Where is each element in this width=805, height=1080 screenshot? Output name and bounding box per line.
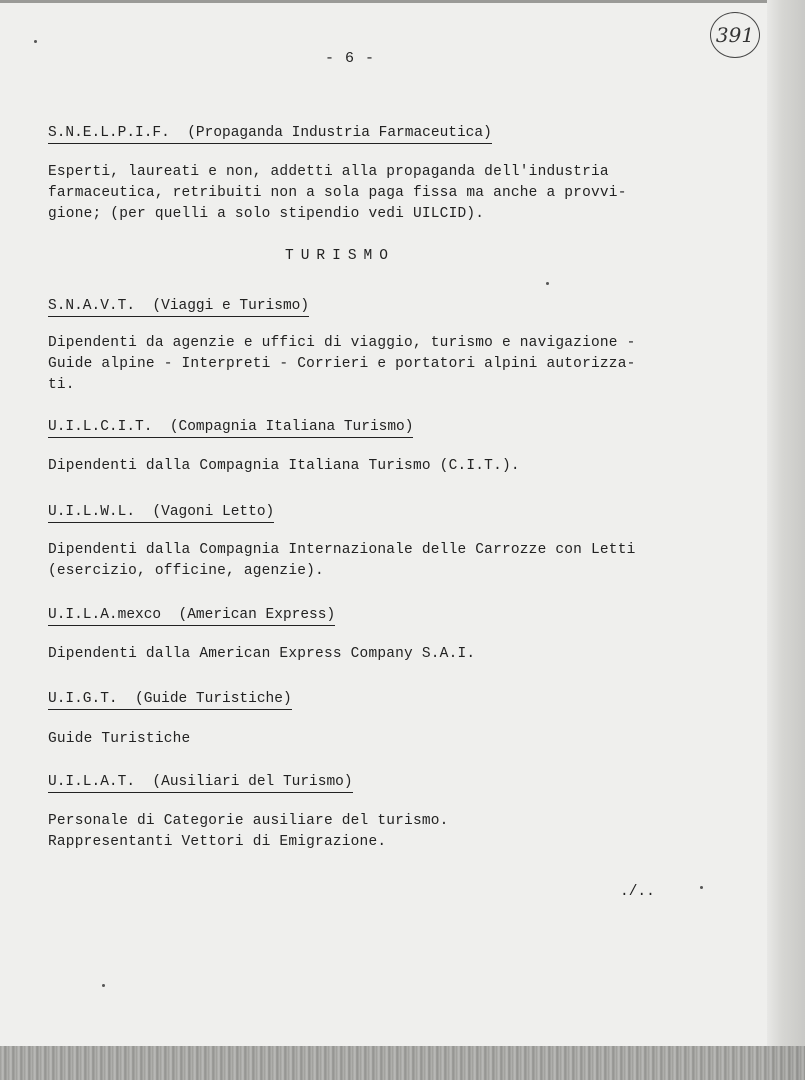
- entry-line: ti.: [48, 377, 75, 393]
- entry-line: Rappresentanti Vettori di Emigrazione.: [48, 834, 387, 850]
- entry-heading-snavt: S.N.A.V.T. (Viaggi e Turismo): [48, 297, 309, 317]
- entry-line: farmaceutica, retribuiti non a sola paga fissa ma anche a provvi-: [48, 185, 627, 201]
- scan-speck: [546, 282, 549, 285]
- entry-heading-snelpif: S.N.E.L.P.I.F. (Propaganda Industria Farmaceutica): [48, 124, 492, 144]
- entry-line: Dipendenti dalla Compagnia Internazionale delle Carrozze con Letti: [48, 542, 636, 558]
- entry-line: Personale di Categorie ausiliare del turismo.: [48, 813, 449, 829]
- entry-line: Guide alpine - Interpreti - Corrieri e portatori alpini autorizza-: [48, 356, 636, 372]
- page-bottom-edge: [0, 1046, 805, 1080]
- archive-stamp: 391: [710, 12, 760, 58]
- entry-heading-uilwl: U.I.L.W.L. (Vagoni Letto): [48, 503, 274, 523]
- entry-heading-uilamexco: U.I.L.A.mexco (American Express): [48, 606, 335, 626]
- entry-heading-uilcit: U.I.L.C.I.T. (Compagnia Italiana Turismo): [48, 418, 413, 438]
- entry-line: Dipendenti dalla American Express Company S.A.I.: [48, 646, 476, 662]
- entry-heading-uigt: U.I.G.T. (Guide Turistiche): [48, 690, 292, 710]
- page-right-edge: [767, 0, 805, 1080]
- entry-line: Esperti, laureati e non, addetti alla propaganda dell'industria: [48, 164, 609, 180]
- entry-line: Dipendenti dalla Compagnia Italiana Turismo (C.I.T.).: [48, 458, 520, 474]
- page-top-edge: [0, 0, 805, 3]
- entry-line: (esercizio, officine, agenzie).: [48, 563, 324, 579]
- page-number: - 6 -: [324, 50, 375, 67]
- scan-speck: [700, 886, 703, 889]
- entry-line: Dipendenti da agenzie e uffici di viaggio, turismo e navigazione -: [48, 335, 636, 351]
- entry-line: Guide Turistiche: [48, 731, 191, 747]
- entry-heading-uilat: U.I.L.A.T. (Ausiliari del Turismo): [48, 773, 353, 793]
- scan-speck: [34, 40, 37, 43]
- continuation-mark: ./..: [620, 884, 655, 900]
- section-title-turismo: TURISMO: [285, 248, 395, 264]
- scan-speck: [102, 984, 105, 987]
- entry-line: gione; (per quelli a solo stipendio vedi UILCID).: [48, 206, 485, 222]
